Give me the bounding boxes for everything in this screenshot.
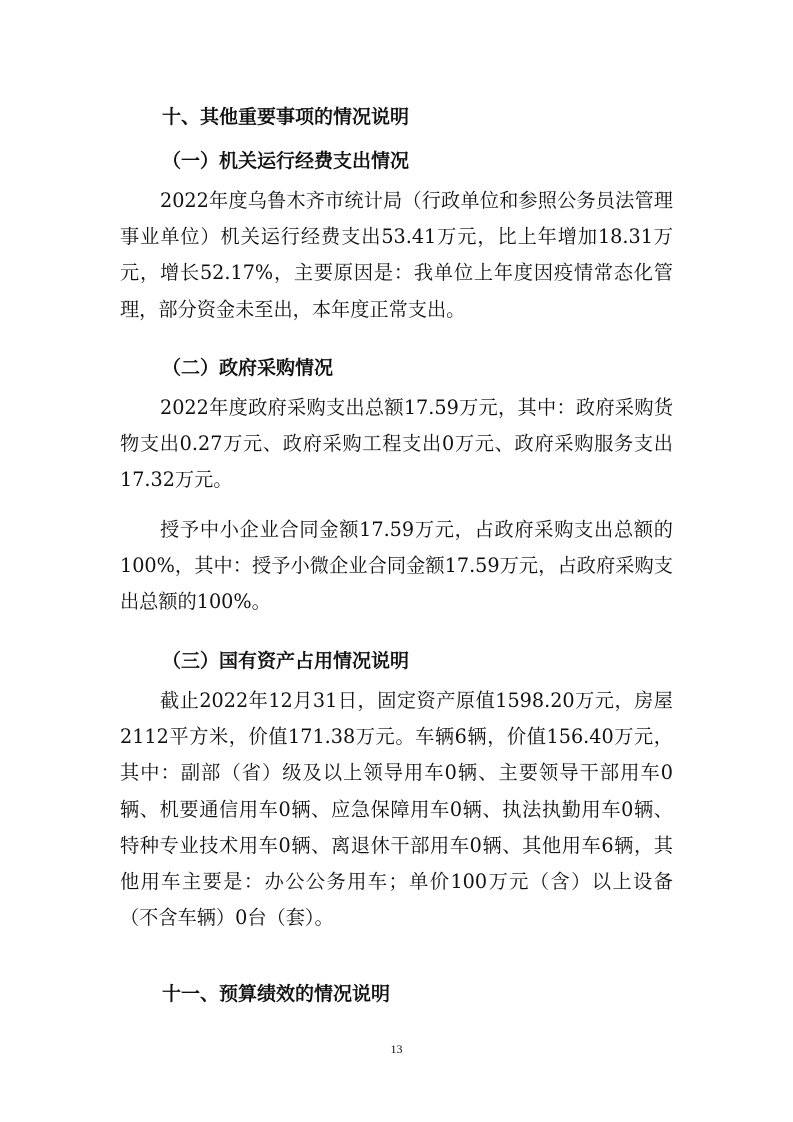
subsection-2-heading: （二）政府采购情况 xyxy=(162,357,334,379)
subsection-1-paragraph: 2022年度乌鲁木齐市统计局（行政单位和参照公务员法管理事业单位）机关运行经费支出53.41万元，比上年增加18.31万元，增长52.17%，主要原因是：我单位上年度因疫情常态化管理，部分资金未至出，本年度正常支出。 xyxy=(120,189,673,321)
subsection-1-heading: （一）机关运行经费支出情况 xyxy=(162,150,410,172)
section-11-heading: 十一、预算绩效的情况说明 xyxy=(162,983,391,1005)
page-number: 13 xyxy=(390,1042,403,1056)
subsection-3-paragraph: 截止2022年12月31日，固定资产原值1598.20万元，房屋2112平方米，价值171.38万元。车辆6辆，价值156.40万元，其中：副部（省）级及以上领导用车0辆、主要领导干部用车0辆、机要通信用车0辆、应急保障用车0辆、执法执勤用车0辆、特种专业技术用车0辆、离退休干部用车0辆、其他用车6辆，其他用车主要是：办公公务用车；单价100万元（含）以上设备（不含车辆）0台（套）。 xyxy=(120,689,673,930)
subsection-2-paragraph-2: 授予中小企业合同金额17.59万元，占政府采购支出总额的100%，其中：授予小微企业合同金额17.59万元，占政府采购支出总额的100%。 xyxy=(120,518,673,614)
section-10-heading: 十、其他重要事项的情况说明 xyxy=(162,106,410,128)
subsection-3-heading: （三）国有资产占用情况说明 xyxy=(162,650,410,672)
subsection-2-paragraph-1: 2022年度政府采购支出总额17.59万元，其中：政府采购货物支出0.27万元、政府采购工程支出0万元、政府采购服务支出17.32万元。 xyxy=(120,396,673,492)
